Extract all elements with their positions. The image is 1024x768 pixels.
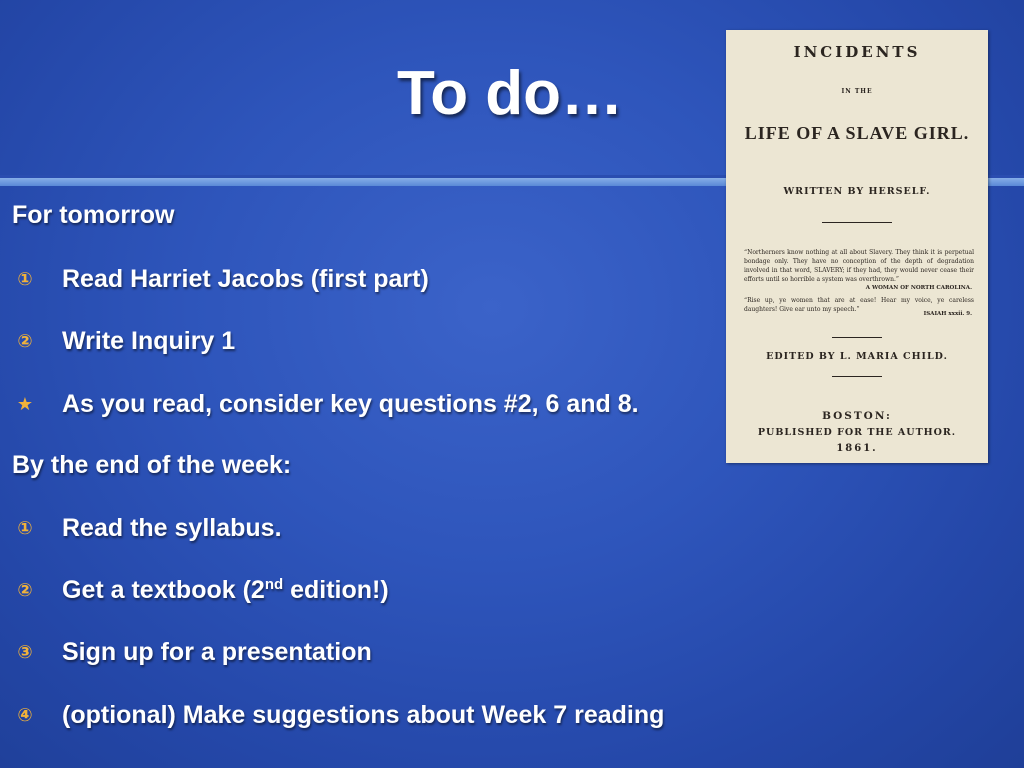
numbered-bullet-icon: ①: [17, 269, 33, 289]
list-item-text: Read Harriet Jacobs (first part): [62, 265, 429, 293]
book-rule: [832, 337, 882, 338]
book-cover-image: [726, 30, 988, 463]
book-rule: [822, 222, 892, 223]
numbered-bullet-icon: ②: [17, 580, 33, 600]
book-city: BOSTON:: [822, 410, 892, 422]
numbered-bullet-icon: ④: [17, 705, 33, 725]
star-bullet-icon: ★: [16, 394, 34, 414]
book-editor: EDITED BY L. MARIA CHILD.: [766, 351, 948, 362]
list-item-text: Write Inquiry 1: [62, 327, 236, 355]
book-quote-1: “Northerners know nothing at all about Slavery. They think it is perpetual bondage only. They have no conception of the depth of degradation involved in that word, SLAVERY; if they had, they would never cease their efforts until so horrible a system was overthrown.”: [744, 249, 974, 283]
list-item-text: Sign up for a presentation: [62, 638, 372, 666]
section-heading-tomorrow: For tomorrow: [12, 201, 175, 229]
list-item-text: [62, 575, 389, 605]
numbered-bullet-icon: ③: [17, 642, 33, 662]
superscript: nd: [264, 576, 284, 593]
book-quote-2: “Rise up, ye women that are at ease! Hear my voice, ye careless daughters! Give ear unto my speech.”: [744, 297, 974, 313]
slide-title: To do…: [396, 59, 624, 128]
list-item-text-part: Get a textbook (2: [62, 576, 265, 604]
section-heading-end-of-week: By the end of the week:: [12, 451, 292, 479]
book-year: 1861.: [836, 443, 878, 454]
book-title-in-the: IN THE: [841, 88, 873, 95]
numbered-bullet-icon: ②: [17, 331, 33, 351]
book-publisher: PUBLISHED FOR THE AUTHOR.: [757, 427, 957, 438]
list-item-text: As you read, consider key questions #2, 6 and 8.: [62, 390, 639, 418]
book-rule: [832, 376, 882, 377]
book-title-incidents: INCIDENTS: [793, 43, 921, 61]
list-item-text-part: edition!): [283, 576, 389, 604]
list-item-text: (optional) Make suggestions about Week 7 reading: [62, 701, 665, 729]
numbered-bullet-icon: ①: [17, 518, 33, 538]
book-quote-1-attribution: A WOMAN OF NORTH CAROLINA.: [865, 285, 972, 291]
book-title-life: LIFE OF A SLAVE GIRL.: [744, 123, 970, 143]
list-item-text: Read the syllabus.: [62, 514, 282, 542]
book-quote-2-attribution: ISAIAH xxxii. 9.: [923, 311, 972, 317]
book-byline: WRITTEN BY HERSELF.: [783, 186, 931, 197]
